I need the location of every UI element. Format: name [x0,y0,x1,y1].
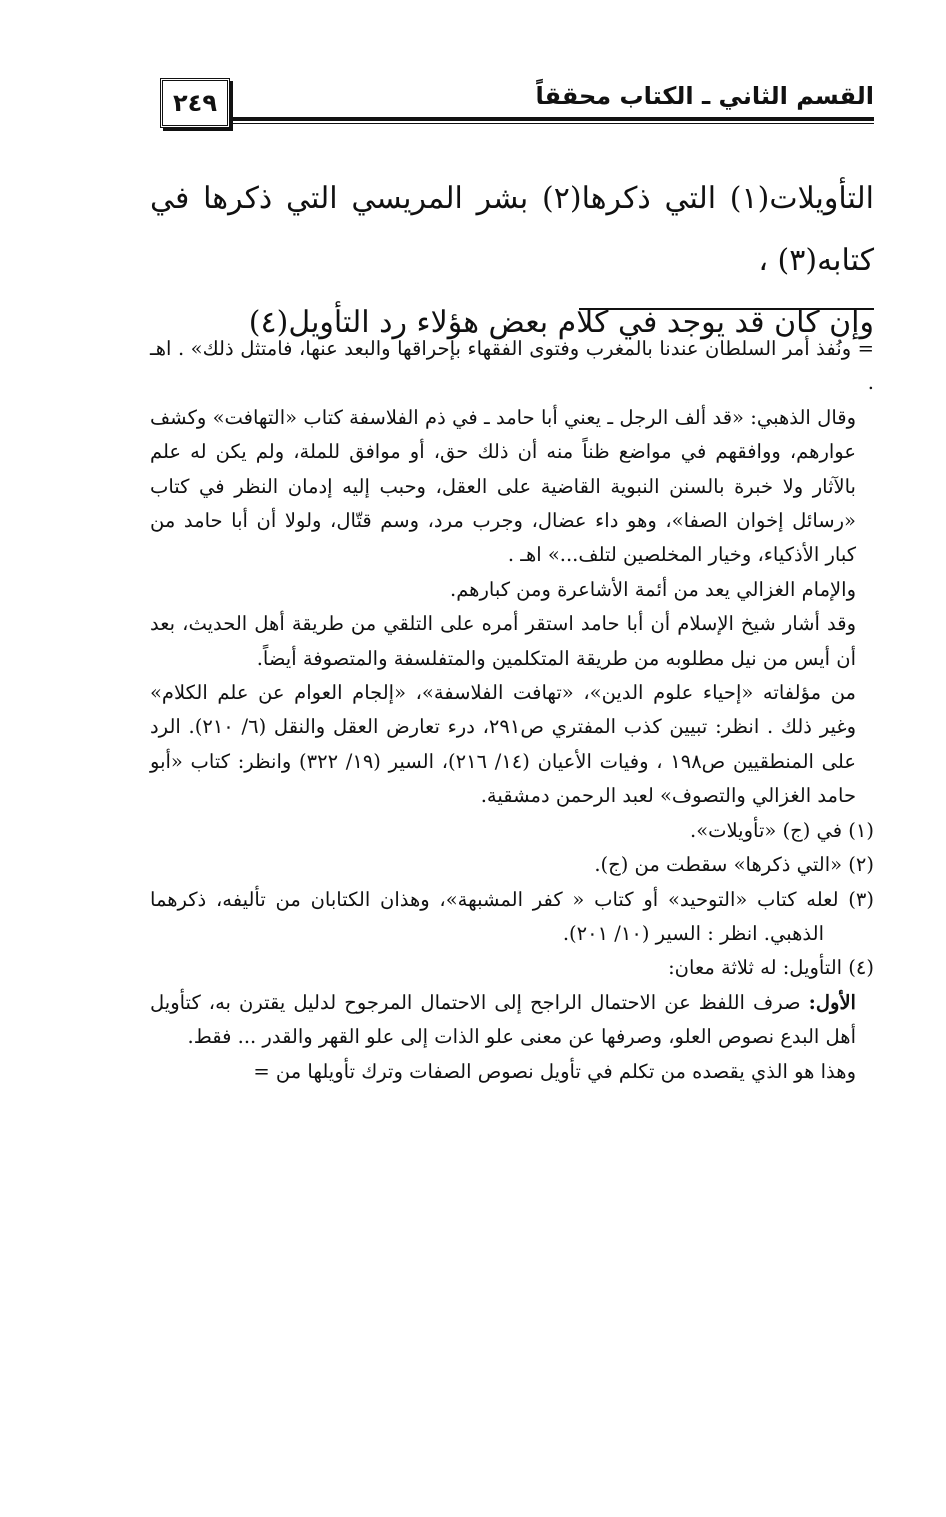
main-text-line-2: وإن كان قد يوجد في كلام بعض هؤلاء رد التأويل(٤) [248,305,874,340]
footnotes [150,332,874,1089]
footnote-paragraph: وقد أشار شيخ الإسلام أن أبا حامد استقر أمره على التلقي من طريقة أهل الحديث، بعد أن أيس من نيل مطلوبه من طريقة المتكلمين والمتفلسفة والمتصوفة أيضاً. [150,612,856,670]
page-number: ٢٤٩ [160,78,230,128]
first-meaning-label: الأول: [808,990,856,1014]
header-rule [230,117,874,124]
main-text [150,168,874,354]
footnote-3: (٣) لعله كتاب «التوحيد» أو كتاب « كفر المشبهة»، وهذان الكتابان من تأليفه، ذكرهما الذهبي. انظر : السير (١٠/ ٢٠١). [150,887,874,945]
footnote-last-paragraph: وهذا هو الذي يقصده من تكلم في تأويل نصوص الصفات وترك تأويلها من = [253,1059,856,1083]
first-meaning-text: صرف اللفظ عن الاحتمال الراجح إلى الاحتمال المرجوح لدليل يقترن به، كتأويل أهل البدع نصوص العلو، وصرفها عن معنى علو الذات إلى علو القهر والقدر ... فقط. [150,990,856,1049]
main-text-line-1: التأويلات(١) التي ذكرها(٢) بشر المريسي التي ذكرها في كتابه(٣) ، [150,181,874,278]
footnote-paragraph: والإمام الغزالي يعد من أئمة الأشاعرة ومن كبارهم. [450,577,856,601]
footnote-continuation: = ونُفذ أمر السلطان عندنا بالمغرب وفتوى الفقهاء بإحراقها والبعد عنها، فامتثل ذلك» . اهـ . [150,337,874,395]
footnote-4: (٤) التأويل: له ثلاثة معان: [668,956,874,980]
footnote-2: (٢) «التي ذكرها» سقطت من (ج). [594,853,874,877]
footnote-1: (١) في (ج) «تأويلات». [690,818,874,842]
footnote-separator [579,308,874,310]
running-header: القسم الثاني ـ الكتاب محققاً [535,82,874,110]
footnote-paragraph: من مؤلفاته «إحياء علوم الدين»، «تهافت الفلاسفة»، «إلجام العوام عن علم الكلام» وغير ذلك . انظر: تبيين كذب المفتري ص٢٩١، درء تعارض العقل والنقل (٦/ ٢١٠). الرد على المنطقيين ص١٩٨ ، وفيات الأعيان (١٤/ ٢١٦)، السير (١٩/ ٣٢٢) وانظر: كتاب «أبو حامد الغزالي والتصوف» لعبد الرحمن دمشقية. [150,681,856,808]
first-meaning [150,986,874,1055]
footnote-paragraph: وقال الذهبي: «قد ألف الرجل ـ يعني أبا حامد ـ في ذم الفلاسفة كتاب «التهافت» وكشف عوارهم، ووافقهم في مواضع ظناً منه أن ذلك حق، أو موافق للملة، ولم يكن له علم بالآثار ولا خبرة بالسنن النبوية القاضية على العقل، وحبب إليه إدمان النظر في كتاب «رسائل إخوان الصفا»، وهو داء عضال، وجرب مرد، وسم قتّال، ولولا أن أبا حامد من كبار الأذكياء، وخيار المخلصين لتلف...» اهـ . [150,405,856,567]
